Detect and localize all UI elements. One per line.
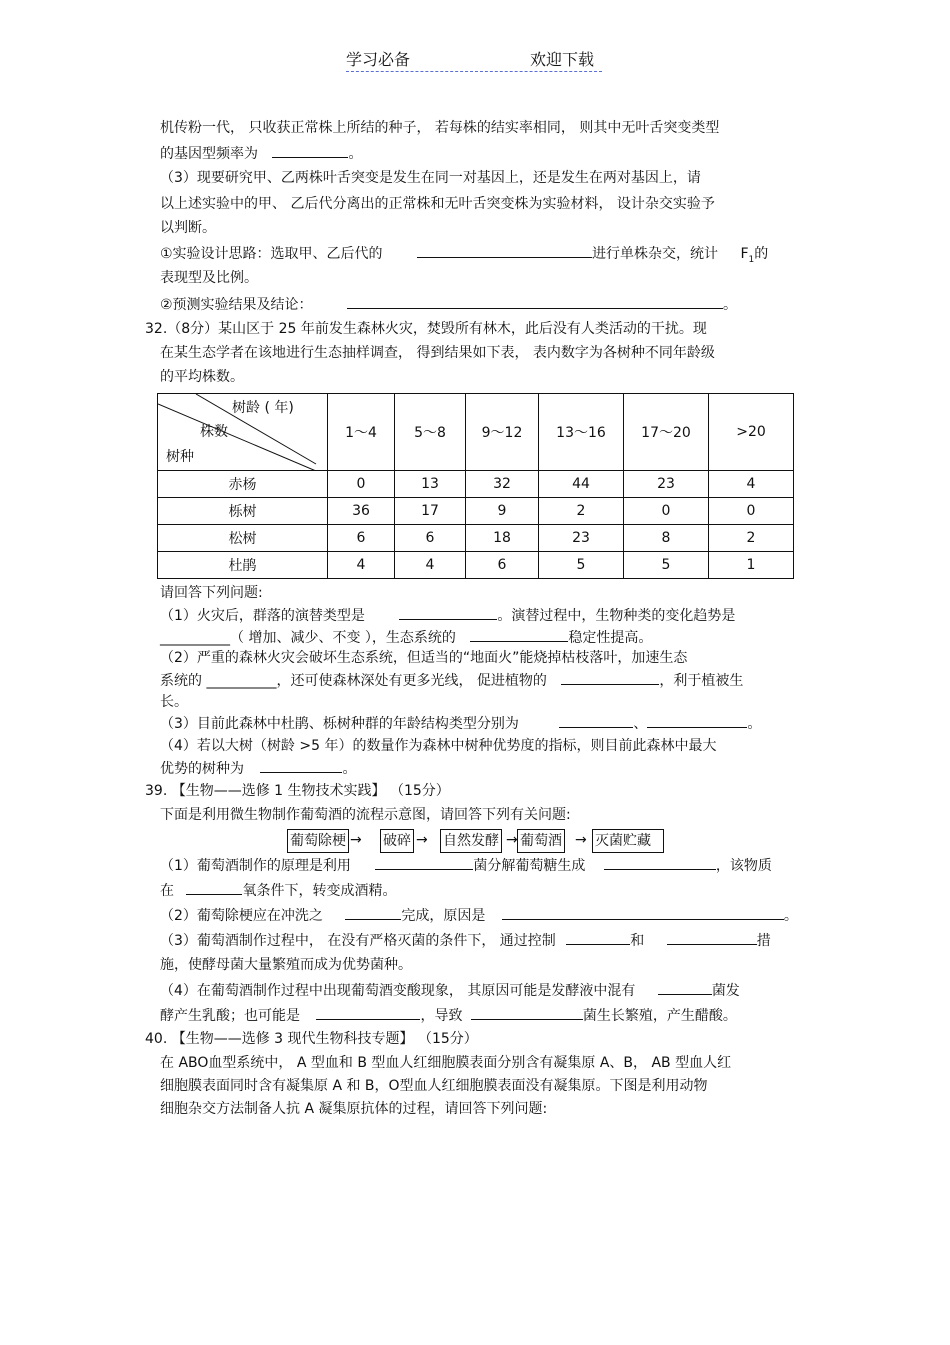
q32-line3: 的平均株数。 — [160, 369, 244, 385]
table-corner-cell — [158, 394, 328, 471]
answer-blank — [375, 855, 473, 870]
answer-blank — [647, 713, 747, 728]
q39-q1-mid: 菌分解葡萄糖生成 — [473, 858, 586, 874]
q39-q1-cont-start: 在 — [160, 883, 174, 899]
table-cell: 5 — [539, 552, 624, 579]
header-right: 欢迎下载 — [530, 50, 595, 69]
table-cell: 8 — [624, 525, 709, 552]
species-cell: 杜鹃 — [158, 552, 328, 579]
answer-blank — [667, 930, 757, 945]
q39-q2 — [160, 905, 798, 926]
table-cell: 13 — [395, 471, 466, 498]
answer-blank — [471, 1005, 583, 1020]
answer-blank — [272, 143, 348, 158]
table-cell: 0 — [709, 498, 794, 525]
q31-line6-mid: 进行单株杂交，统计 — [592, 246, 719, 262]
table-cell: 23 — [624, 471, 709, 498]
header-left: 学习必备 — [346, 50, 411, 69]
q31-line8-end: 。 — [723, 297, 738, 313]
q31-line3: （3）现要研究甲、乙两株叶舌突变是发生在同一对基因上，还是发生在两对基因上，请 — [160, 170, 701, 186]
q32-q1 — [160, 605, 735, 626]
q32-q2-cont — [160, 670, 743, 691]
answer-blank — [470, 627, 568, 642]
corner-label-age: 树龄 ( 年) — [232, 400, 294, 416]
q39-title: 39. 【生物——选修 1 生物技术实践】 （15分） — [145, 783, 450, 799]
q32-q1-cont — [160, 627, 652, 648]
q39-q3-mid: 和 — [630, 933, 645, 949]
q39-q3 — [160, 930, 771, 951]
table-cell: 44 — [539, 471, 624, 498]
flow-step: 葡萄除梗 — [287, 829, 349, 853]
q39-q4-end: 菌发 — [711, 983, 740, 999]
q39-q4-cont-start: 酵产生乳酸；也可能是 — [160, 1008, 300, 1024]
q31-line5: 以判断。 — [160, 220, 216, 236]
flow-step: 灭菌贮藏 — [592, 829, 664, 853]
q39-q2-text: （2）葡萄除梗应在冲洗之 — [160, 908, 323, 924]
table-cell: 6 — [466, 552, 539, 579]
column-header: 17～20 — [624, 394, 709, 471]
q39-q2-end: 。 — [783, 908, 798, 924]
q32-q4-cont — [160, 758, 356, 779]
answer-blank — [260, 758, 342, 773]
q31-line2-text: 的基因型频率为 — [160, 146, 258, 162]
q39-q4 — [160, 980, 740, 1001]
q39-q1-cont-end: 氧条件下，转变成酒精。 — [242, 883, 397, 899]
table-row — [158, 552, 794, 579]
q32-q1-end: 。演替过程中，生物种类的变化趋势是 — [497, 608, 736, 624]
q32-q4: （4）若以大树（树龄 >5 年）的数量作为森林中树种优势度的指标，则目前此森林中最大 — [160, 738, 717, 754]
answer-blank — [561, 670, 659, 685]
flow-step: 破碎 — [380, 829, 414, 853]
table-cell: 5 — [624, 552, 709, 579]
table-header-row — [158, 394, 794, 471]
table-cell: 0 — [624, 498, 709, 525]
answer-blank — [316, 1005, 420, 1020]
q40-line1: 在 ABO血型系统中， A 型血和 B 型血人红细胞膜表面分别含有凝集原 A、B， AB 型血人红 — [160, 1055, 732, 1071]
answer-blank — [347, 294, 723, 309]
column-header: >20 — [709, 394, 794, 471]
q31-line4: 以上述实验中的甲、 乙后代分离出的正常株和无叶舌突变株为实验材料， 设计杂交实验予 — [160, 196, 715, 212]
q32-q4-cont-text: 优势的树种为 — [160, 761, 244, 777]
table-row — [158, 525, 794, 552]
flow-arrow-icon: → — [350, 832, 362, 848]
answer-blank — [604, 855, 716, 870]
q31-line7: 表现型及比例。 — [160, 270, 258, 286]
species-cell: 栎树 — [158, 498, 328, 525]
q31-line6-end: 的 — [754, 246, 769, 262]
q31-line6 — [160, 243, 768, 270]
table-cell: 23 — [539, 525, 624, 552]
q32-q1-cont-text: __________（ 增加、减少、不变 ），生态系统的 — [160, 630, 456, 646]
q39-q4-cont — [160, 1005, 737, 1026]
column-header: 5～8 — [395, 394, 466, 471]
q32-q1-text: （1）火灾后，群落的演替类型是 — [160, 608, 365, 624]
table-cell: 2 — [539, 498, 624, 525]
q39-q3-cont: 施，使酵母菌大量繁殖而成为优势菌种。 — [160, 957, 412, 973]
q39-q4-cont-mid: ，导致 — [420, 1008, 463, 1024]
species-cell: 松树 — [158, 525, 328, 552]
q39-q3-text: （3）葡萄酒制作过程中， 在没有严格灭菌的条件下， 通过控制 — [160, 933, 556, 949]
answer-blank — [566, 930, 630, 945]
table-cell: 4 — [709, 471, 794, 498]
answer-blank — [417, 243, 592, 258]
answer-blank — [502, 905, 784, 920]
q39-q1-cont — [160, 880, 396, 901]
table-cell: 6 — [328, 525, 395, 552]
table-row — [158, 498, 794, 525]
answer-blank — [399, 605, 497, 620]
table-cell: 0 — [328, 471, 395, 498]
flow-arrow-icon: → — [506, 832, 518, 848]
q39-q2-mid: 完成，原因是 — [401, 908, 486, 924]
table-row — [158, 471, 794, 498]
q32-prompt: 请回答下列问题: — [160, 585, 263, 601]
q31-line6-text: ①实验设计思路：选取甲、乙后代的 — [160, 246, 383, 262]
column-header: 9～12 — [466, 394, 539, 471]
q31-line2-end: 。 — [348, 146, 363, 162]
q32-q3 — [160, 713, 761, 734]
species-cell: 赤杨 — [158, 471, 328, 498]
answer-blank — [186, 880, 242, 895]
f1-letter: F — [740, 246, 749, 262]
table-cell: 36 — [328, 498, 395, 525]
flow-arrow-icon: → — [416, 832, 428, 848]
answer-blank — [345, 905, 401, 920]
header-divider — [346, 71, 602, 72]
table-cell: 18 — [466, 525, 539, 552]
q32-q3-end: 。 — [747, 716, 762, 732]
table-cell: 9 — [466, 498, 539, 525]
q31-line8-text: ②预测实验结果及结论： — [160, 297, 313, 313]
q31-line2 — [160, 143, 362, 164]
flow-step: 自然发酵 — [440, 829, 502, 853]
q32-line1: 32.（8分）某山区于 25 年前发生森林火灾，焚毁所有林木，此后没有人类活动的干扰。现 — [145, 321, 707, 337]
q39-q3-end: 措 — [756, 933, 771, 949]
tree-age-table — [157, 393, 794, 579]
q32-q2-cont-text: 系统的 __________，还可使森林深处有更多光线， 促进植物的 — [160, 673, 547, 689]
table-cell: 4 — [395, 552, 466, 579]
q31-line1: 机传粉一代， 只收获正常株上所结的种子， 若每株的结实率相同， 则其中无叶舌突变类型 — [160, 120, 720, 136]
column-header: 1～4 — [328, 394, 395, 471]
corner-label-species: 树种 — [166, 449, 194, 465]
f1-subscript: 1 — [748, 254, 755, 265]
q39-q1-text: （1）葡萄酒制作的原理是利用 — [160, 858, 351, 874]
q32-q2-end: 长。 — [160, 694, 188, 710]
table-cell: 1 — [709, 552, 794, 579]
flow-step: 葡萄酒 — [517, 829, 565, 853]
q32-q3-sep: 、 — [633, 716, 648, 732]
q32-q3-text: （3）目前此森林中杜鹃、栎树种群的年龄结构类型分别为 — [160, 716, 519, 732]
q40-line2: 细胞膜表面同时含有凝集原 A 和 B，O型血人红细胞膜表面没有凝集原。下图是利用动物 — [160, 1078, 708, 1094]
q32-q4-cont-end: 。 — [342, 761, 357, 777]
q39-q1-end: ，该物质 — [715, 858, 772, 874]
table-cell: 4 — [328, 552, 395, 579]
q32-q1-cont-end: 稳定性提高。 — [568, 630, 653, 646]
table-cell: 2 — [709, 525, 794, 552]
q39-q1 — [160, 855, 772, 876]
q32-q2-cont-end: ，利于植被生 — [659, 673, 744, 689]
q32-line2: 在某生态学者在该地进行生态抽样调查， 得到结果如下表， 表内数字为各树种不同年龄级 — [160, 345, 715, 361]
q32-q2: （2）严重的森林火灾会破坏生态系统，但适当的“地面火”能烧掉枯枝落叶，加速生态 — [160, 650, 688, 666]
corner-label-count: 株数 — [200, 424, 228, 440]
answer-blank — [559, 713, 633, 728]
table-cell: 6 — [395, 525, 466, 552]
table-cell: 32 — [466, 471, 539, 498]
q40-line3: 细胞杂交方法制备人抗 A 凝集原抗体的过程，请回答下列问题: — [160, 1101, 548, 1117]
q40-title: 40. 【生物——选修 3 现代生物科技专题】 （15分） — [145, 1031, 478, 1047]
column-header: 13～16 — [539, 394, 624, 471]
flow-arrow-icon: → — [575, 832, 587, 848]
q39-q4-text: （4）在葡萄酒制作过程中出现葡萄酒变酸现象， 其原因可能是发酵液中混有 — [160, 983, 636, 999]
q31-line8 — [160, 294, 737, 315]
q39-q4-cont-end: 菌生长繁殖，产生醋酸。 — [582, 1008, 737, 1024]
f1-label — [740, 246, 755, 265]
table-cell: 17 — [395, 498, 466, 525]
q39-intro: 下面是利用微生物制作葡萄酒的流程示意图，请回答下列有关问题: — [160, 807, 571, 823]
answer-blank — [658, 980, 712, 995]
